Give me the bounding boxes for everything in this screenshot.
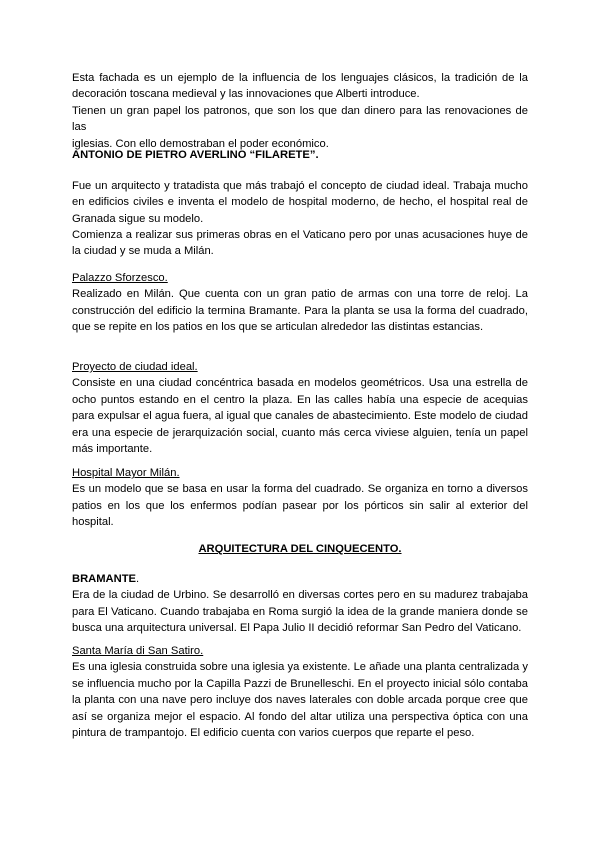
text-line: más importante. — [72, 443, 153, 456]
text-line: se influencia mucho por la Capilla Pazzi de Brunelleschi. En el proyecto inicial sólo contaba — [72, 677, 528, 690]
intro-paragraph-2 — [72, 103, 528, 152]
text-line: pintura de trampantojo. El edificio cuenta con varios cuerpos que reparte el peso. — [72, 727, 475, 740]
santa-maria-section — [72, 643, 528, 741]
hospital-section — [72, 465, 528, 531]
palazzo-title: Palazzo Sforzesco. — [72, 272, 168, 284]
proyecto-title: Proyecto de ciudad ideal. — [72, 361, 198, 373]
filarete-heading: ANTONIO DE PIETRO AVERLINO “FILARETE”. — [72, 149, 319, 161]
text-line: iglesias. Con ello demostraban el poder económico. — [72, 137, 329, 150]
text-line: en edificios civiles e inventa el modelo de hospital moderno, de hecho, el hospital real de — [72, 196, 528, 209]
text-line: Era de la ciudad de Urbino. Se desarrolló en diversas cortes pero en su madurez trabajaba — [72, 589, 528, 602]
cinquecento-heading: ARQUITECTURA DEL CINQUECENTO. — [198, 543, 402, 555]
text-line: Fue un arquitecto y tratadista que más trabajó el concepto de ciudad ideal. Trabaja mucho — [72, 180, 528, 192]
text-line: decoración toscana medieval y las innovaciones que Alberti introduce. — [72, 88, 420, 101]
text-line: para expulsar el agua fuera, al igual que canales de abastecimiento. Este modelo de ciudad — [72, 410, 528, 423]
filarete-paragraph-2 — [72, 227, 528, 260]
text-line: así se organiza mejor el espacio. Al fondo del altar utiliza una perspectiva óptica con una — [72, 710, 528, 723]
text-line: Tienen un gran papel los patronos, que son los que dan dinero para las renovaciones de las — [72, 105, 528, 134]
text-line: Realizado en Milán. Que cuenta con un gran patio de armas con una torre de reloj. La — [72, 288, 528, 301]
text-line: Esta fachada es un ejemplo de la influencia de los lenguajes clásicos, la tradición de la — [72, 72, 528, 84]
bramante-heading-line — [72, 571, 528, 587]
text-line: ocho puntos estando en el centro la plaza. En las calles había una especie de acequias — [72, 393, 528, 406]
filarete-paragraph-1 — [72, 178, 528, 227]
text-line: Granada sigue su modelo. — [72, 212, 204, 225]
text-line: la planta con una nave pero incluye dos naves laterales con doble arcada porque cree que — [72, 694, 528, 707]
text-line: que se repite en los patios en los que se articulan alrededor las distintas estancias. — [72, 321, 484, 334]
text-line: para El Vaticano. Cuando trabajaba en Roma surgió la idea de la grande maniera donde se — [72, 605, 528, 618]
text-line: Comienza a realizar sus primeras obras en el Vaticano pero por unas acusaciones huye de — [72, 229, 528, 241]
text-line: patios en los que los enfermos podían pasear por los pórticos sin salir al exterior del — [72, 499, 528, 512]
text-line: Consiste en una ciudad concéntrica basada en modelos geométricos. Usa una estrella de — [72, 377, 528, 390]
bramante-heading-suffix: . — [136, 573, 140, 585]
text-line: Es un modelo que se basa en usar la forma del cuadrado. Se organiza en torno a diversos — [72, 483, 528, 496]
bramante-heading: BRAMANTE — [72, 573, 137, 585]
text-line: hospital. — [72, 516, 114, 529]
intro-paragraph-1 — [72, 70, 528, 103]
hospital-title: Hospital Mayor Milán. — [72, 467, 180, 479]
proyecto-section — [72, 359, 528, 457]
santa-maria-title: Santa María di San Satiro. — [72, 645, 204, 657]
text-line: construcción del edificio la termina Bramante. Para la planta se usa la forma del cuadrado, — [72, 304, 528, 317]
text-line: Es una iglesia construida sobre una iglesia ya existente. Le añade una planta centralizada y — [72, 661, 528, 674]
palazzo-section — [72, 270, 528, 336]
text-line: era una especie de jerarquización social, cuanto más cerca viviese alguien, tenía un papel — [72, 426, 528, 439]
text-line: la ciudad y se muda a Milán. — [72, 245, 214, 258]
bramante-section — [72, 571, 528, 637]
text-line: busca una arquitectura universal. El Papa Julio II decidió reformar San Pedro del Vaticano. — [72, 622, 522, 635]
